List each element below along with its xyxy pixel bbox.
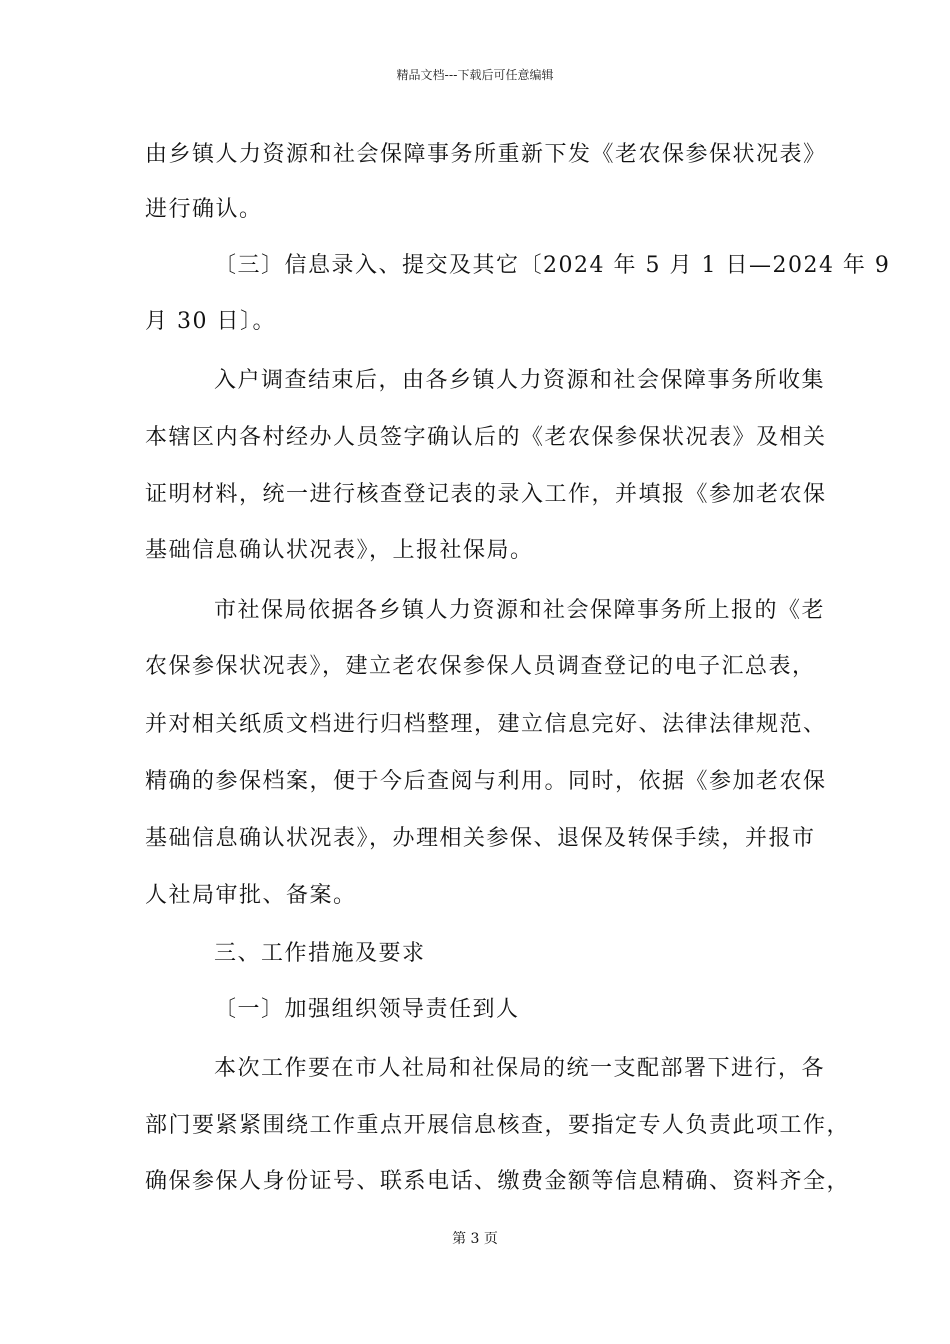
paragraph-line: 部门要紧紧围绕工作重点开展信息核查，要指定专人负责此项工作， xyxy=(145,1113,851,1138)
section-heading: 〔三〕信息录入、提交及其它〔2024 年 5 月 1 日—2024 年 9 xyxy=(214,253,891,278)
section-heading: 三、工作措施及要求 xyxy=(214,941,426,966)
paragraph-line: 本次工作要在市人社局和社保局的统一支配部署下进行，各 xyxy=(214,1056,826,1081)
paragraph-line: 市社保局依据各乡镇人力资源和社会保障事务所上报的《老 xyxy=(214,598,826,623)
section-heading: 月 30 日〕。 xyxy=(145,309,276,334)
page-header: 精品文档---下载后可任意编辑 xyxy=(396,68,554,82)
paragraph-line: 本辖区内各村经办人员签字确认后的《老农保参保状况表》及相关 xyxy=(145,425,827,450)
paragraph-line: 精确的参保档案，便于今后查阅与利用。同时，依据《参加老农保 xyxy=(145,769,827,794)
paragraph-line: 农保参保状况表》，建立老农保参保人员调查登记的电子汇总表， xyxy=(145,654,816,679)
paragraph-line: 基础信息确认状况表》，上报社保局。 xyxy=(145,538,534,563)
paragraph-line: 人社局审批、备案。 xyxy=(145,883,357,908)
paragraph-line: 进行确认。 xyxy=(145,197,263,222)
paragraph-line: 确保参保人身份证号、联系电话、缴费金额等信息精确、资料齐全， xyxy=(145,1169,851,1194)
paragraph-line: 由乡镇人力资源和社会保障事务所重新下发《老农保参保状况表》 xyxy=(145,142,827,167)
paragraph-line: 基础信息确认状况表》，办理相关参保、退保及转保手续，并报市 xyxy=(145,826,816,851)
paragraph-line: 并对相关纸质文档进行归档整理，建立信息完好、法律法律规范、 xyxy=(145,712,827,737)
paragraph-line: 证明材料，统一进行核查登记表的录入工作，并填报《参加老农保 xyxy=(145,482,827,507)
section-heading: 〔一〕加强组织领导责任到人 xyxy=(214,997,520,1022)
paragraph-line: 入户调查结束后，由各乡镇人力资源和社会保障事务所收集 xyxy=(214,368,826,393)
page-number: 第 3 页 xyxy=(452,1231,498,1247)
